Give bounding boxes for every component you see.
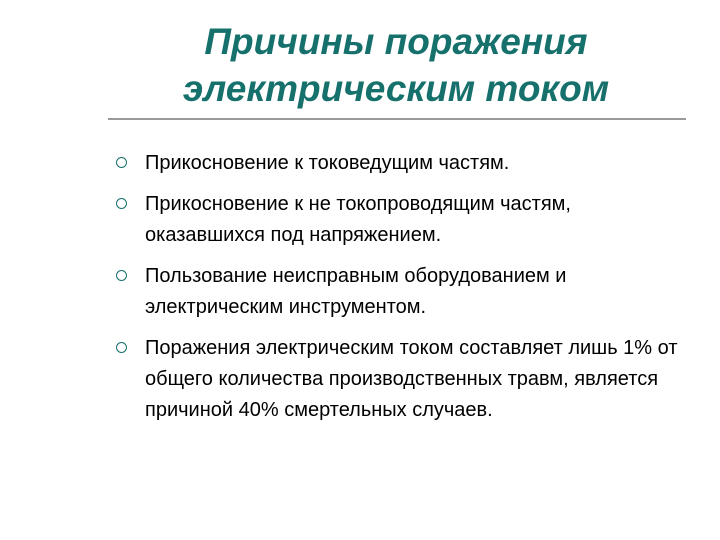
slide-title-line-1: Причины поражения — [204, 21, 588, 62]
slide-title — [108, 18, 684, 112]
slide-title-line-2: электрическим током — [182, 68, 610, 109]
bullet-text-4: Поражения электрическим током составляет лишь 1% от общего количества производственных травм, является причиной 40% смертельных случаев. — [145, 337, 678, 421]
bullet-text-1: Прикосновение к токоведущим частям. — [145, 152, 510, 174]
bullet-text-2: Прикосновение к не токопроводящим частям, оказавшихся под напряжением. — [145, 193, 571, 246]
bullet-item-3 — [114, 261, 694, 323]
bullet-item-2 — [114, 189, 694, 251]
hollow-circle-icon — [116, 198, 127, 209]
title-divider — [108, 118, 686, 120]
bullet-item-1 — [114, 148, 694, 179]
bullet-text-3: Пользование неисправным оборудованием и электрическим инструментом. — [145, 265, 567, 318]
hollow-circle-icon — [116, 342, 127, 353]
bullet-list — [114, 148, 694, 436]
hollow-circle-icon — [116, 157, 127, 168]
hollow-circle-icon — [116, 270, 127, 281]
bullet-item-4 — [114, 333, 694, 426]
